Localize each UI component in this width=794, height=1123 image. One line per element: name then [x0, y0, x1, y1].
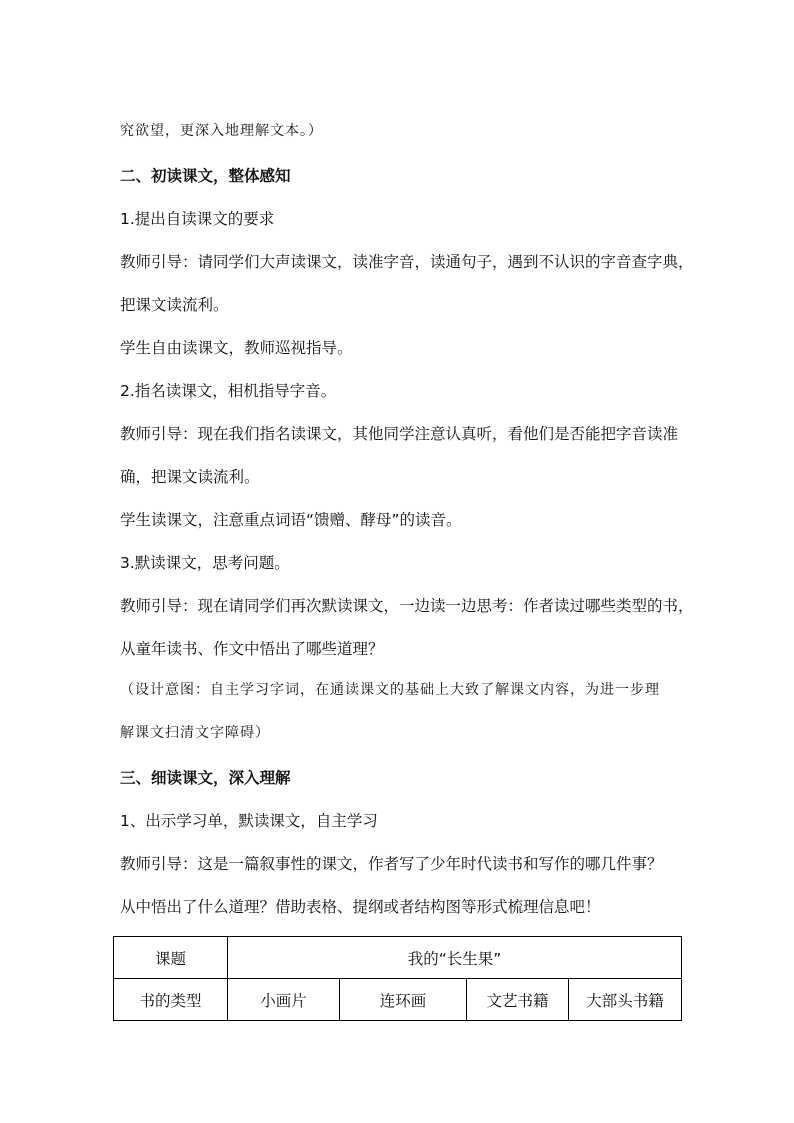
teacher-guide-2-line-1: 教师引导：现在我们指名读课文，其他同学注意认真听，看他们是否能把字音读准 [120, 424, 679, 443]
teacher-guide-3-line-1: 教师引导：现在请同学们再次默读课文，一边读一边思考：作者读过哪些类型的书， [120, 596, 694, 615]
table-cell-topic-value: 我的“长生果” [228, 937, 682, 979]
section-heading-first-reading: 二、初读课文，整体感知 [120, 166, 291, 185]
teacher-guide-3-line-2: 从童年读书、作文中悟出了哪些道理？ [120, 639, 384, 658]
teacher-guide-4-line-1: 教师引导：这是一篇叙事性的课文，作者写了少年时代读书和写作的哪几件事？ [120, 854, 663, 873]
table-row [114, 937, 682, 979]
table-row [114, 979, 682, 1021]
table-cell-book-type: 连环画 [340, 979, 467, 1021]
step-3-title: 3.默读课文，思考问题。 [120, 553, 290, 572]
table-cell-book-type: 小画片 [228, 979, 340, 1021]
table-cell-book-type: 大部头书籍 [569, 979, 682, 1021]
step-1-title: 1.提出自读课文的要求 [120, 209, 275, 228]
step-4-title: 1、出示学习单，默读课文，自主学习 [120, 811, 378, 830]
section-heading-close-reading: 三、细读课文，深入理解 [120, 768, 291, 787]
teacher-guide-2-line-2: 确，把课文读流利。 [120, 467, 260, 486]
student-activity-1: 学生自由读课文，教师巡视指导。 [120, 338, 353, 357]
design-intent-line-1: （设计意图：自主学习字词，在通读课文的基础上大致了解课文内容，为进一步理 [120, 682, 660, 698]
student-activity-2: 学生读课文，注意重点词语“馈赠、酵母”的读音。 [120, 510, 462, 529]
step-2-title: 2.指名读课文，相机指导字音。 [120, 381, 337, 400]
teacher-guide-1-line-2: 把课文读流利。 [120, 295, 229, 314]
study-sheet-table [113, 936, 682, 1021]
teacher-guide-4-line-2: 从中悟出了什么道理？借助表格、提纲或者结构图等形式梳理信息吧！ [120, 897, 601, 916]
table-cell-topic-label: 课题 [114, 937, 228, 979]
table-cell-book-type: 文艺书籍 [467, 979, 569, 1021]
design-intent-continued: 究欲望，更深入地理解文本。） [120, 123, 323, 139]
table-cell-book-type-label: 书的类型 [114, 979, 228, 1021]
design-intent-line-2: 解课文扫清文字障碍） [120, 725, 270, 741]
teacher-guide-1-line-1: 教师引导：请同学们大声读课文，读准字音，读通句子，遇到不认识的字音查字典， [120, 252, 694, 271]
